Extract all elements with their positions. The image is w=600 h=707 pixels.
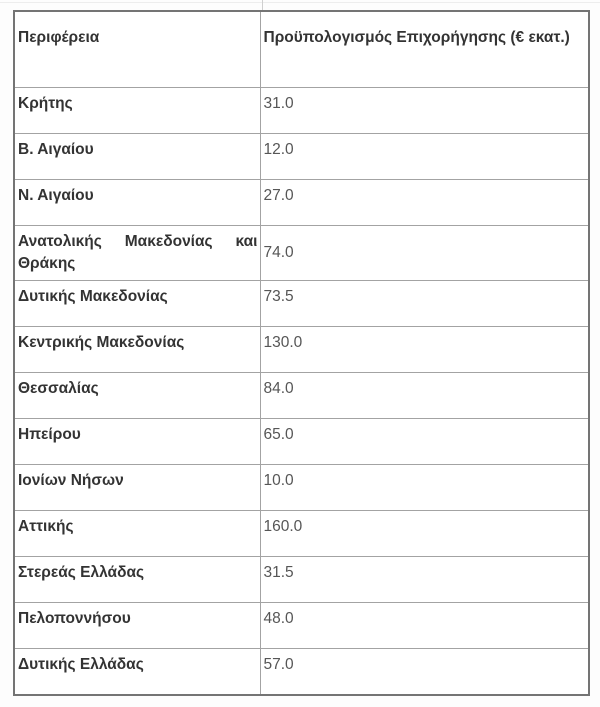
budget-cell: 57.0 — [260, 649, 589, 695]
budget-cell: 31.0 — [260, 88, 589, 134]
table-row — [14, 226, 589, 281]
region-cell: Αττικής — [14, 511, 260, 557]
budget-cell: 130.0 — [260, 327, 589, 373]
region-cell: Δυτικής Μακεδονίας — [14, 281, 260, 327]
region-cell: Κεντρικής Μακεδονίας — [14, 327, 260, 373]
region-cell: Ν. Αιγαίου — [14, 180, 260, 226]
region-cell: Δυτικής Ελλάδας — [14, 649, 260, 695]
table-row — [14, 134, 589, 180]
region-cell: Θεσσαλίας — [14, 373, 260, 419]
table-row — [14, 373, 589, 419]
region-cell: Ιονίων Νήσων — [14, 465, 260, 511]
budget-cell: 27.0 — [260, 180, 589, 226]
region-cell: Στερεάς Ελλάδας — [14, 557, 260, 603]
budget-cell: 74.0 — [260, 226, 589, 281]
table-row — [14, 88, 589, 134]
table-row — [14, 281, 589, 327]
table-row — [14, 327, 589, 373]
budget-cell: 48.0 — [260, 603, 589, 649]
region-cell: Ηπείρου — [14, 419, 260, 465]
region-column-header: Περιφέρεια — [14, 11, 260, 88]
table-row — [14, 603, 589, 649]
header-row — [14, 11, 589, 88]
regional-budget-table — [13, 10, 590, 696]
budget-cell: 10.0 — [260, 465, 589, 511]
page-top-hairline — [0, 2, 600, 3]
table-header — [14, 11, 589, 88]
budget-cell: 84.0 — [260, 373, 589, 419]
budget-cell: 65.0 — [260, 419, 589, 465]
table-row — [14, 180, 589, 226]
budget-column-header: Προϋπολογισμός Επιχορήγησης (€ εκατ.) — [260, 11, 589, 88]
region-cell: Κρήτης — [14, 88, 260, 134]
table-row — [14, 419, 589, 465]
region-cell: Πελοποννήσου — [14, 603, 260, 649]
budget-cell: 12.0 — [260, 134, 589, 180]
budget-cell: 31.5 — [260, 557, 589, 603]
table-row — [14, 557, 589, 603]
table-row — [14, 465, 589, 511]
table-row — [14, 649, 589, 695]
table-row — [14, 511, 589, 557]
region-cell: Ανατολικής Μακεδονίας και Θράκης — [14, 226, 260, 281]
region-cell: Β. Αιγαίου — [14, 134, 260, 180]
budget-cell: 73.5 — [260, 281, 589, 327]
budget-cell: 160.0 — [260, 511, 589, 557]
table-body — [14, 88, 589, 695]
